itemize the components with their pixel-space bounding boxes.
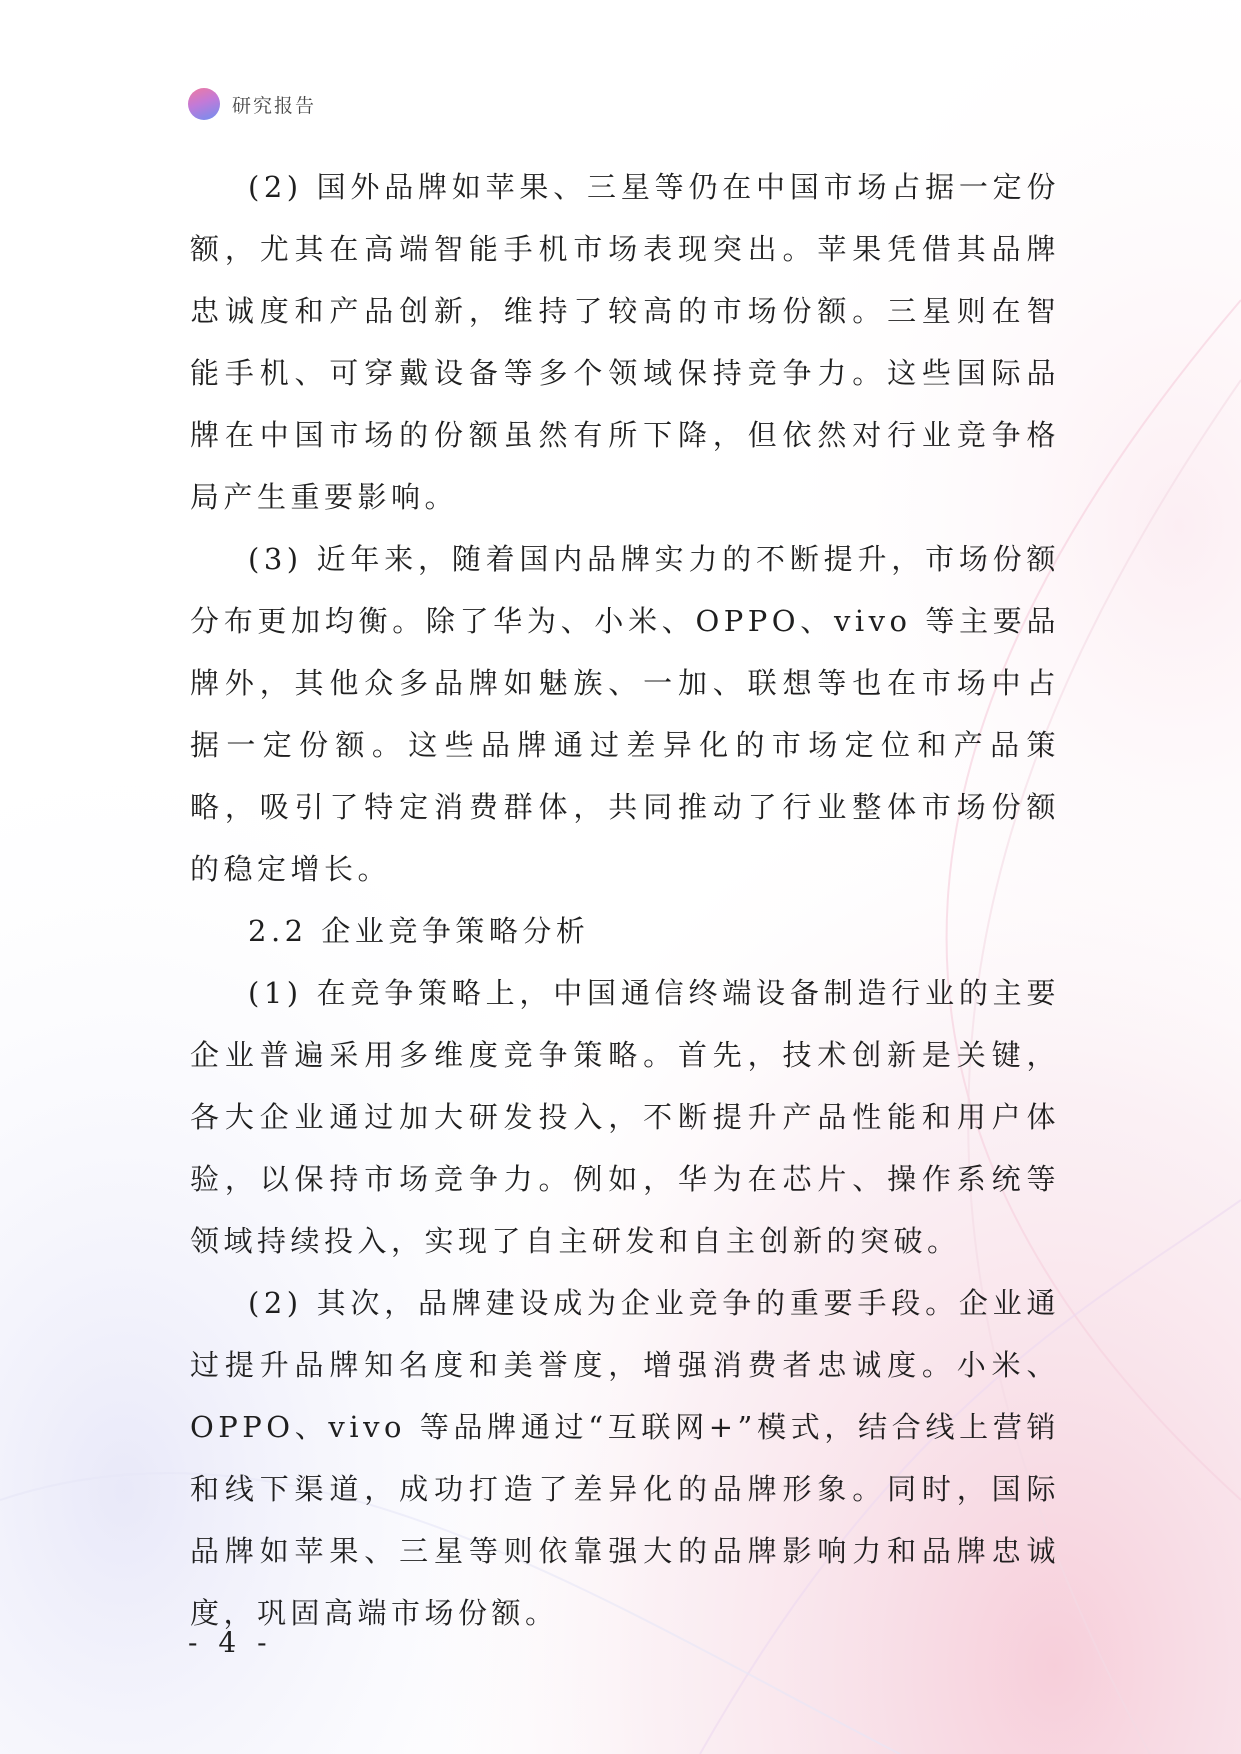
section-heading: 2.2 企业竞争策略分析 — [248, 914, 590, 948]
paragraph-brand-building: (2) 其次，品牌建设成为企业竞争的重要手段。企业通过提升品牌知名度和美誉度，增强消费者忠诚度。小米、OPPO、vivo 等品牌通过“互联网+”模式，结合线上营销和线下渠道，成功打造了差异化的品牌形象。同时，国际品牌如苹果、三星等则依靠强大的品牌影响力和品牌忠诚度，巩固高端市场份额。 — [190, 1286, 1060, 1630]
report-header — [188, 88, 316, 120]
paragraph-domestic-brands: (3) 近年来，随着国内品牌实力的不断提升，市场份额分布更加均衡。除了华为、小米、OPPO、vivo 等主要品牌外，其他众多品牌如魅族、一加、联想等也在市场中占据一定份额。这些品牌通过差异化的市场定位和产品策略，吸引了特定消费群体，共同推动了行业整体市场份额的稳定增长。 — [190, 542, 1060, 886]
paragraph-foreign-brands: (2) 国外品牌如苹果、三星等仍在中国市场占据一定份额，尤其在高端智能手机市场表现突出。苹果凭借其品牌忠诚度和产品创新，维持了较高的市场份额。三星则在智能手机、可穿戴设备等多个领域保持竞争力。这些国际品牌在中国市场的份额虽然有所下降，但依然对行业竞争格局产生重要影响。 — [190, 170, 1060, 514]
document-body — [190, 156, 1060, 1644]
logo-icon — [188, 88, 220, 120]
header-label: 研究报告 — [232, 94, 317, 117]
page-number: - 4 - — [188, 1626, 273, 1659]
paragraph-tech-innovation: (1) 在竞争策略上，中国通信终端设备制造行业的主要企业普遍采用多维度竞争策略。首先，技术创新是关键，各大企业通过加大研发投入，不断提升产品性能和用户体验，以保持市场竞争力。例如，华为在芯片、操作系统等领域持续投入，实现了自主研发和自主创新的突破。 — [190, 976, 1060, 1258]
